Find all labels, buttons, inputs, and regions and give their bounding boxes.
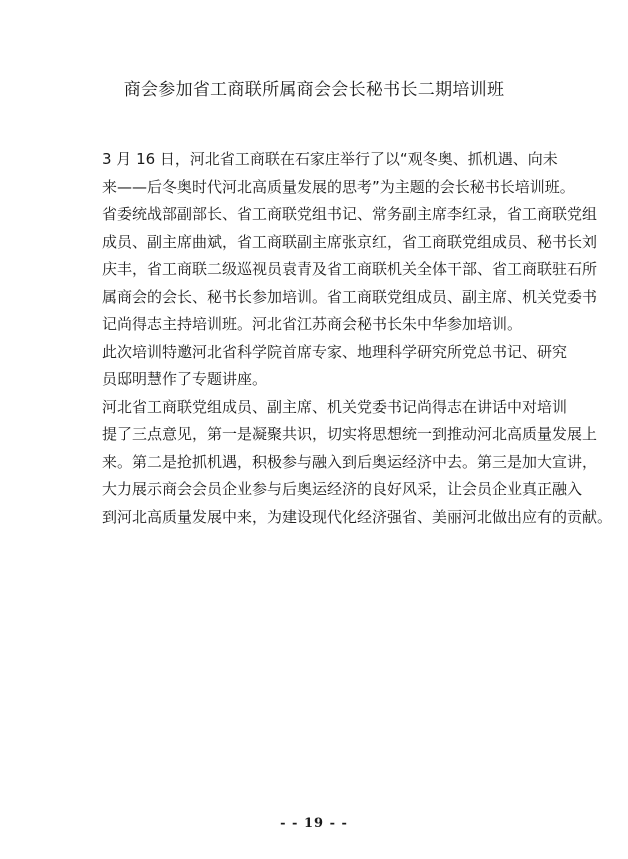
text-line: 大力展示商会会员企业参与后奥运经济的良好风采，让会员企业真正融入 <box>102 480 583 498</box>
text-line: 属商会的会长、秘书长参加培训。省工商联党组成员、副主席、机关党委书 <box>102 287 598 306</box>
text-line: 来。第二是抢抓机遇，积极参与融入到后奥运经济中去。第三是加大宣讲， <box>102 452 598 471</box>
text-line: 庆丰，省工商联二级巡视员袁青及省工商联机关全体干部、省工商联驻石所 <box>102 260 598 278</box>
text-line: 此次培训特邀河北省科学院首席专家、地理科学研究所党总书记、研究 <box>102 342 568 361</box>
text-line: 来——后冬奥时代河北高质量发展的思考”为主题的会长秘书长培训班。 <box>102 177 575 196</box>
text-line: 河北省工商联党组成员、副主席、机关党委书记尚得志在讲话中对培训 <box>102 397 568 416</box>
paragraph-2 <box>72 339 568 394</box>
text-line: 记尚得志主持培训班。河北省江苏商会秘书长朱中华参加培训。 <box>102 315 523 333</box>
article-body <box>72 146 613 531</box>
paragraph-3 <box>72 394 613 532</box>
page-number: - - 19 - - <box>280 816 348 831</box>
text-line: 提了三点意见，第一是凝聚共识，切实将思想统一到推动河北高质量发展上 <box>102 425 598 443</box>
text-line: 3 月 16 日，河北省工商联在石家庄举行了以“观冬奥、抓机遇、向未 <box>102 150 558 168</box>
page-title: 商会参加省工商联所属商会会长秘书长二期培训班 <box>123 80 505 100</box>
text-line: 省委统战部副部长、省工商联党组书记、常务副主席李红录，省工商联党组 <box>102 205 598 223</box>
text-line: 成员、副主席曲斌，省工商联副主席张京红，省工商联党组成员、秘书长刘 <box>102 232 598 251</box>
text-line: 员邸明慧作了专题讲座。 <box>102 370 268 388</box>
paragraph-1 <box>72 146 598 339</box>
text-line: 到河北高质量发展中来，为建设现代化经济强省、美丽河北做出应有的贡献。 <box>102 507 613 526</box>
